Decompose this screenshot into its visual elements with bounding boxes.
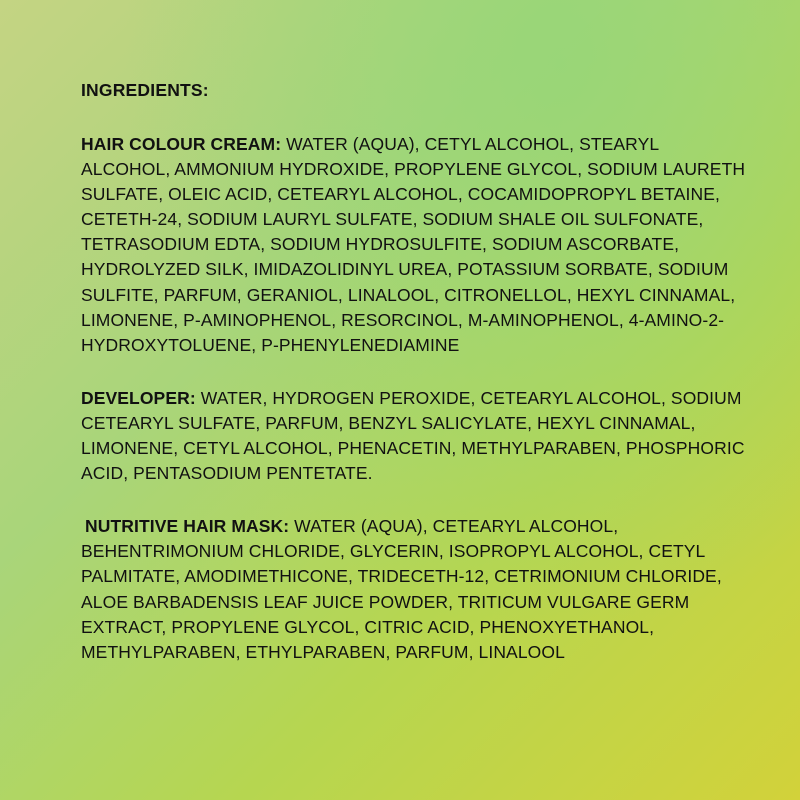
ingredients-panel [81,78,746,693]
nutritive-hair-mask-label: NUTRITIVE HAIR MASK: [85,516,290,537]
developer-ingredients: WATER, HYDROGEN PEROXIDE, CETEARYL ALCOHOL, SODIUM CETEARYL SULFATE, PARFUM, BENZYL SALICYLATE, HEXYL CINNAMAL, LIMONENE, CETYL ALCOHOL, PHENACETIN, METHYLPARABEN, PHOSPHORIC ACID, PENTASODIUM PENTETATE. [81,387,745,484]
nutritive-hair-mask-section [81,514,746,665]
hair-colour-cream-ingredients: WATER (AQUA), CETYL ALCOHOL, STEARYL ALCOHOL, AMMONIUM HYDROXIDE, PROPYLENE GLYCOL, SODIUM LAURETH SULFATE, OLEIC ACID, CETEARYL ALCOHOL, COCAMIDOPROPYL BETAINE, CETETH-24, SODIUM LAURYL SULFATE, SODIUM SHALE OIL SULFONATE, TETRASODIUM EDTA, SODIUM HYDROSULFITE, SODIUM ASCORBATE, HYDROLYZED SILK, IMIDAZOLIDINYL UREA, POTASSIUM SORBATE, SODIUM SULFITE, PARFUM, GERANIOL, LINALOOL, CITRONELLOL, HEXYL CINNAMAL, LIMONENE, P-AMINOPHENOL, RESORCINOL, M-AMINOPHENOL, 4-AMINO-2-HYDROXYTOLUENE, P-PHENYLENEDIAMINE [81,134,746,355]
hair-colour-cream-section [81,132,746,358]
hair-colour-cream-label: HAIR COLOUR CREAM: [81,134,282,154]
ingredients-heading: INGREDIENTS: [81,80,209,100]
developer-section [81,386,746,486]
nutritive-hair-mask-ingredients: WATER (AQUA), CETEARYL ALCOHOL, BEHENTRIMONIUM CHLORIDE, GLYCERIN, ISOPROPYL ALCOHOL, CETYL PALMITATE, AMODIMETHICONE, TRIDECETH-12, CETRIMONIUM CHLORIDE, ALOE BARBADENSIS LEAF JUICE POWDER, TRITICUM VULGARE GERM EXTRACT, PROPYLENE GLYCOL, CITRIC ACID, PHENOXYETHANOL, METHYLPARABEN, ETHYLPARABEN, PARFUM, LINALOOL [81,516,722,662]
developer-label: DEVELOPER: [81,387,196,408]
